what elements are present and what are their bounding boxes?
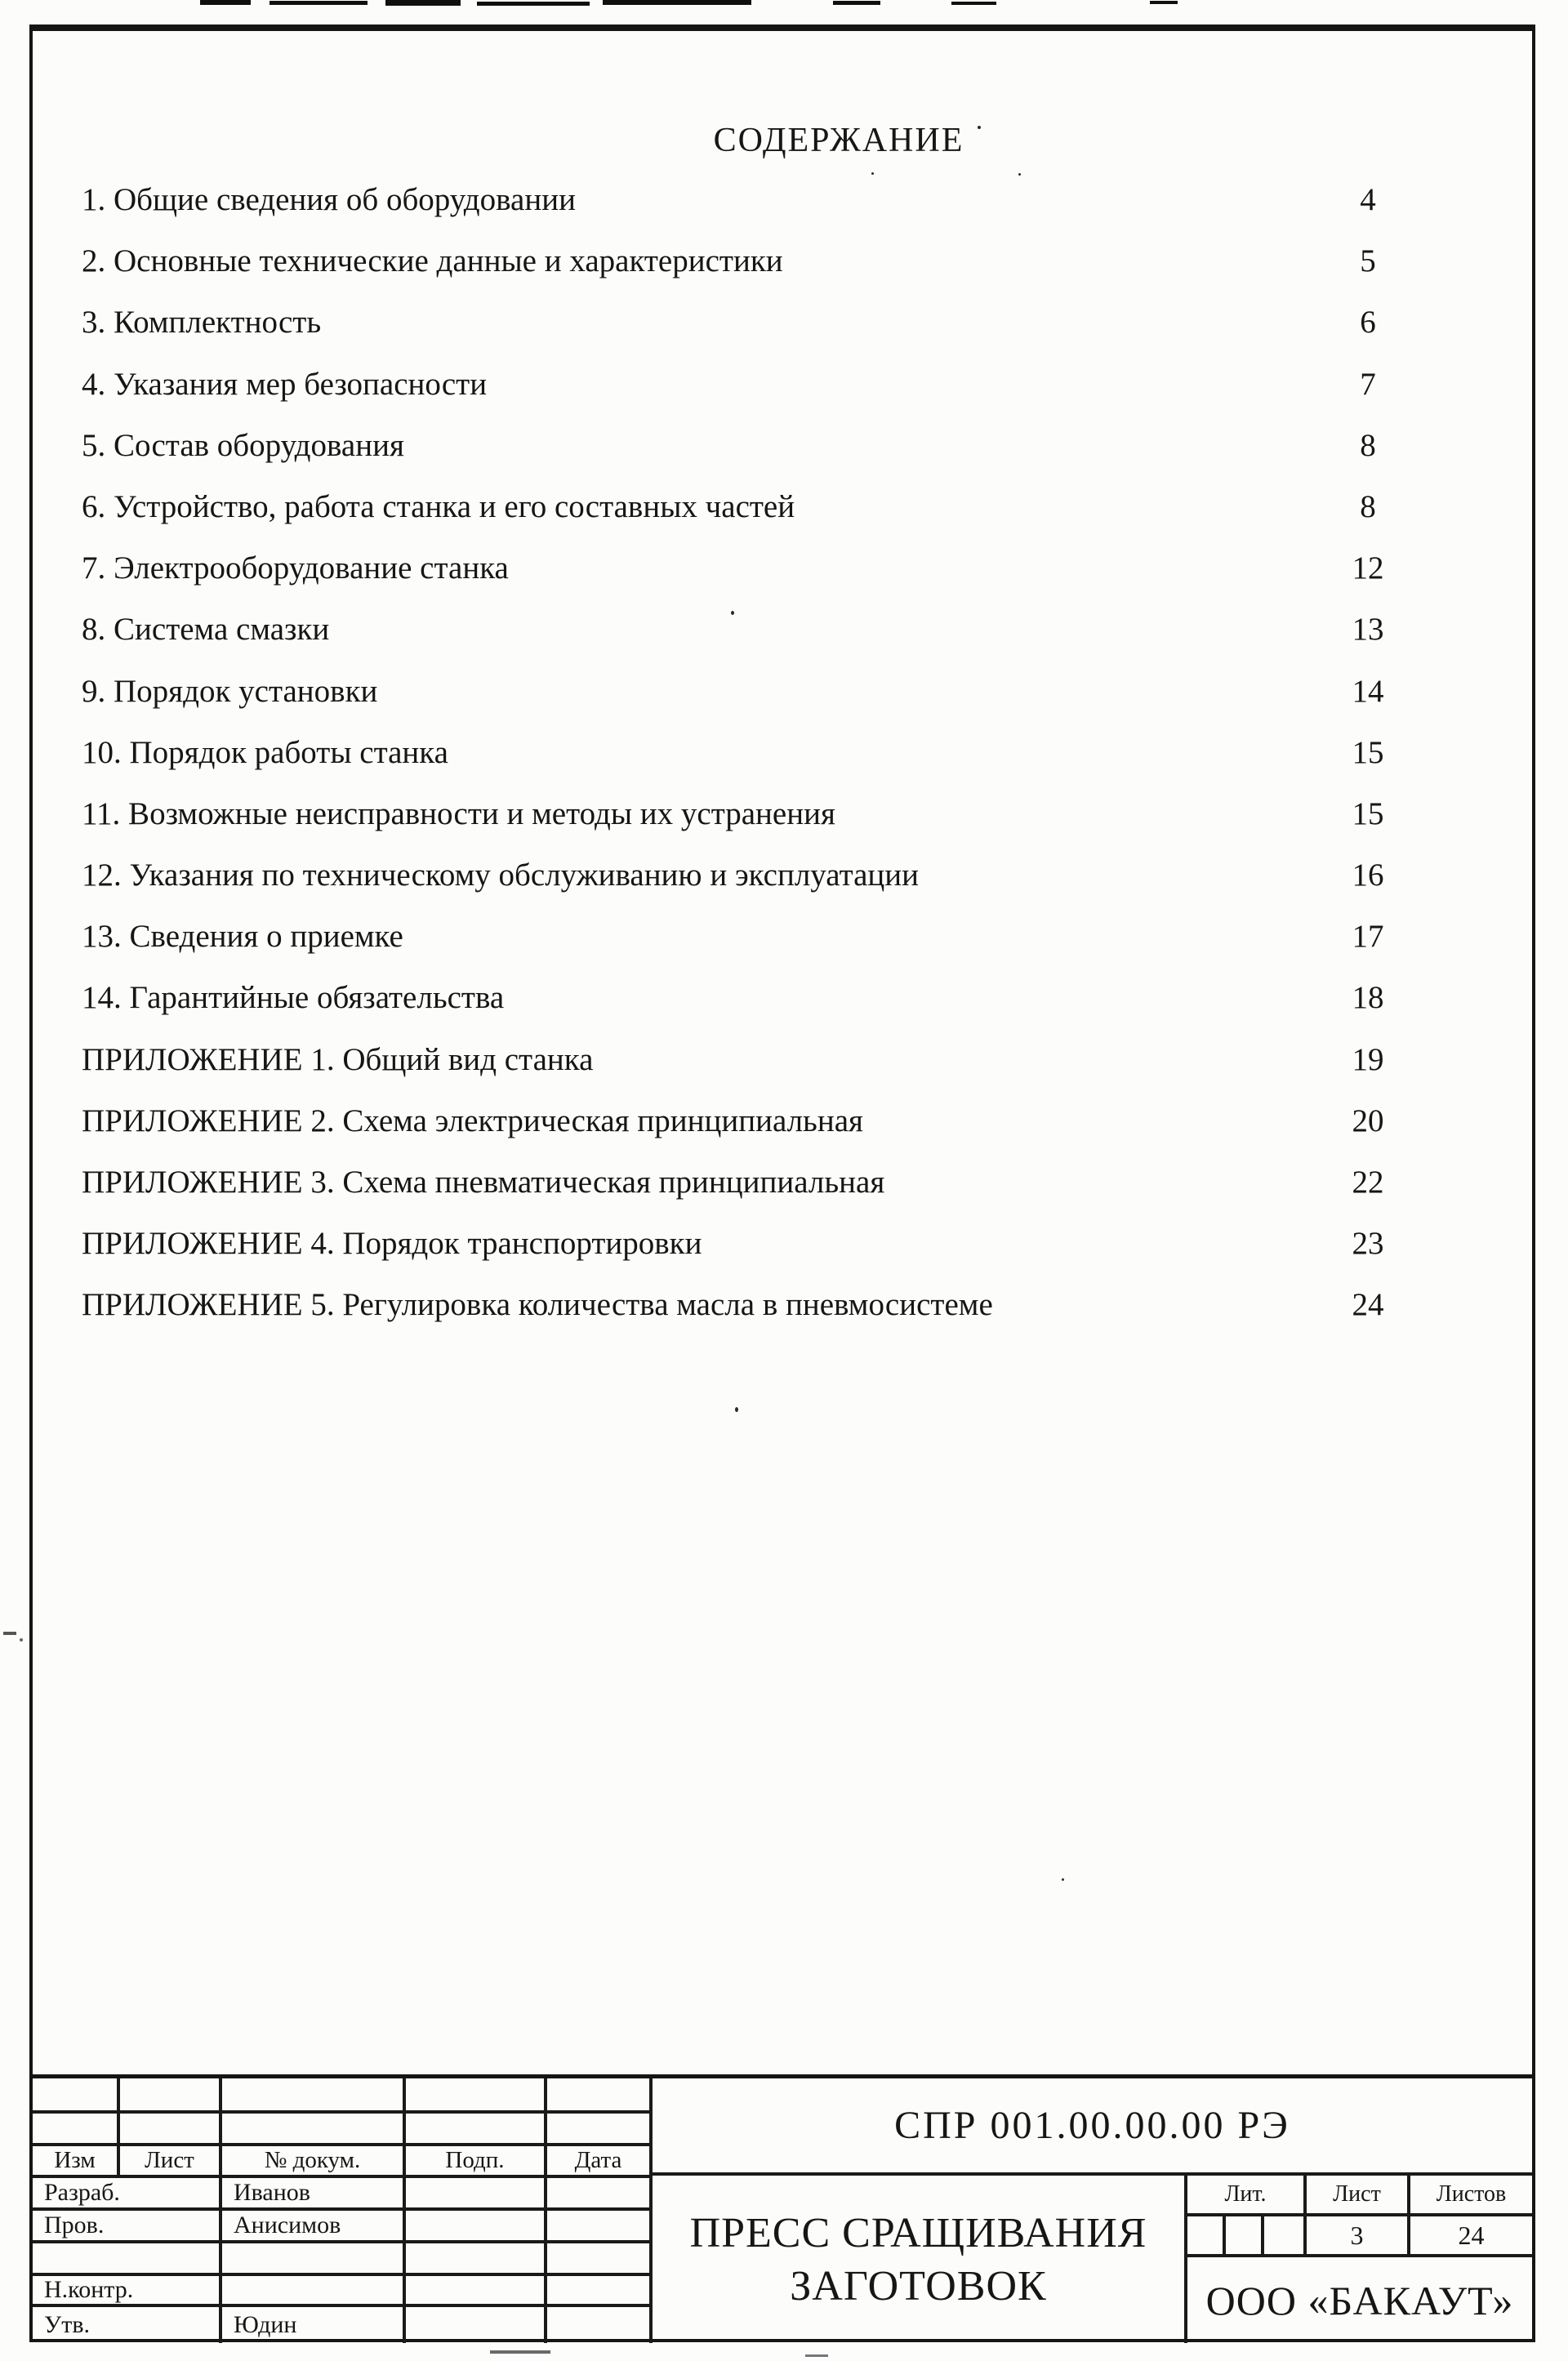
revision-header-dokum: № докум. [222, 2146, 406, 2178]
toc-item-page: 8 [1360, 488, 1376, 524]
toc-item-label: 8. Система смазки [82, 612, 330, 648]
lit-subcell [1226, 2216, 1264, 2254]
signature-sign-cell [406, 2178, 547, 2211]
lit-table [1184, 2176, 1532, 2257]
signature-role: Пров. [33, 2211, 222, 2243]
toc-row [82, 918, 1401, 979]
toc-row [82, 1041, 1401, 1103]
toc-item-label: ПРИЛОЖЕНИЕ 5. Регулировка количества масла в пневмосистеме [82, 1287, 993, 1323]
toc-item-label: 6. Устройство, работа станка и его составных частей [82, 488, 795, 524]
product-name [649, 2176, 1184, 2343]
signature-sign-cell [406, 2307, 547, 2343]
toc-item-page: 7 [1360, 366, 1376, 402]
signature-date-cell [547, 2243, 649, 2276]
toc-item-label: 5. Состав оборудования [82, 427, 404, 463]
toc-item-page: 24 [1352, 1287, 1384, 1323]
signature-date-cell [547, 2178, 649, 2211]
revision-table [33, 2078, 649, 2343]
toc-item-page: 15 [1352, 795, 1384, 831]
toc-item-page: 13 [1352, 612, 1384, 648]
toc-row [82, 979, 1401, 1040]
toc-item-page: 4 [1360, 182, 1376, 217]
signature-name [222, 2276, 406, 2307]
signature-date-cell [547, 2276, 649, 2307]
scan-artifact [270, 1, 368, 5]
toc-item-label: 13. Сведения о приемке [82, 919, 403, 955]
signature-name: Анисимов [222, 2211, 406, 2243]
signature-role: Утв. [33, 2307, 222, 2343]
toc-item-label: ПРИЛОЖЕНИЕ 1. Общий вид станка [82, 1041, 594, 1077]
toc-item-label: ПРИЛОЖЕНИЕ 3. Схема пневматическая принципиальная [82, 1165, 885, 1200]
scan-artifact [200, 0, 251, 5]
toc-item-page: 16 [1352, 858, 1384, 893]
scan-artifact [805, 2354, 828, 2357]
toc-item-page: 19 [1352, 1041, 1384, 1077]
toc-item-label: 2. Основные технические данные и характеристики [82, 243, 783, 279]
sheets-header: Листов [1410, 2176, 1532, 2216]
scan-artifact [3, 1632, 16, 1635]
signature-date-cell [547, 2307, 649, 2343]
lit-subcell [1264, 2216, 1303, 2254]
toc-item-label: 3. Комплектность [82, 305, 322, 341]
signature-sign-cell [406, 2211, 547, 2243]
toc-row [82, 673, 1401, 734]
toc-item-page: 17 [1352, 919, 1384, 955]
scan-artifact [951, 2, 996, 5]
revision-cell [222, 2114, 406, 2146]
toc-item-label: 7. Электрооборудование станка [82, 550, 509, 586]
signature-sign-cell [406, 2243, 547, 2276]
signature-sign-cell [406, 2276, 547, 2307]
toc-item-label: ПРИЛОЖЕНИЕ 2. Схема электрическая принципиальная [82, 1103, 863, 1138]
revision-cell [120, 2078, 222, 2114]
toc-item-label: 1. Общие сведения об оборудовании [82, 182, 576, 217]
document-code: СПР 001.00.00.00 РЭ [649, 2078, 1532, 2176]
toc-row [82, 1164, 1401, 1225]
revision-cell [547, 2078, 649, 2114]
sheets-value: 24 [1410, 2216, 1532, 2257]
toc-item-page: 8 [1360, 427, 1376, 463]
company-name: ООО «БАКАУТ» [1184, 2257, 1532, 2343]
signature-name: Иванов [222, 2178, 406, 2211]
toc-item-page: 14 [1352, 673, 1384, 709]
product-name-line2: ЗАГОТОВОК [790, 2262, 1047, 2310]
scan-artifact [833, 1, 880, 5]
toc-item-label: 4. Указания мер безопасности [82, 366, 488, 402]
toc-item-label: 11. Возможные неисправности и методы их устранения [82, 795, 835, 831]
revision-cell [406, 2078, 547, 2114]
toc-row [82, 488, 1401, 550]
toc-item-page: 12 [1352, 550, 1384, 586]
toc-row [82, 611, 1401, 672]
lit-subcells [1187, 2216, 1307, 2257]
scan-artifact [1150, 1, 1178, 4]
toc-item-label: 10. Порядок работы станка [82, 734, 448, 770]
page-title: СОДЕРЖАНИЕ [713, 122, 964, 159]
toc-list [82, 181, 1401, 1348]
toc-row [82, 550, 1401, 611]
lit-subcell [1187, 2216, 1226, 2254]
scan-artifact [490, 2350, 550, 2354]
toc-item-page: 23 [1352, 1226, 1384, 1262]
scan-artifact [477, 2, 590, 6]
revision-cell [222, 2078, 406, 2114]
revision-cell [33, 2114, 120, 2146]
product-name-line1: ПРЕСС СРАЩИВАНИЯ [689, 2209, 1147, 2256]
signature-role: Н.контр. [33, 2276, 222, 2307]
toc-row [82, 181, 1401, 243]
scan-speck [20, 1638, 23, 1642]
toc-row [82, 304, 1401, 365]
toc-item-page: 22 [1352, 1165, 1384, 1200]
toc-row [82, 857, 1401, 918]
scan-artifact [385, 0, 461, 6]
title-block [33, 2074, 1532, 2343]
revision-cell [406, 2114, 547, 2146]
revision-header-izm: Изм [33, 2146, 120, 2178]
toc-row [82, 1286, 1401, 1348]
revision-cell [120, 2114, 222, 2146]
toc-item-label: ПРИЛОЖЕНИЕ 4. Порядок транспортировки [82, 1226, 702, 1262]
sheet-header: Лист [1307, 2176, 1410, 2216]
toc-row [82, 795, 1401, 857]
scan-artifact [603, 0, 751, 5]
signature-role: Разраб. [33, 2178, 222, 2211]
toc-item-page: 15 [1352, 734, 1384, 770]
toc-item-page: 5 [1360, 243, 1376, 279]
toc-row [82, 1225, 1401, 1286]
toc-item-label: 14. Гарантийные обязательства [82, 980, 505, 1016]
signature-date-cell [547, 2211, 649, 2243]
lit-header: Лит. [1187, 2176, 1307, 2216]
toc-item-page: 6 [1360, 305, 1376, 341]
revision-header-podp: Подп. [406, 2146, 547, 2178]
toc-row [82, 243, 1401, 304]
revision-cell [33, 2078, 120, 2114]
revision-header-data: Дата [547, 2146, 649, 2178]
signature-role [33, 2243, 222, 2276]
toc-item-page: 20 [1352, 1103, 1384, 1138]
sheet-value: 3 [1307, 2216, 1410, 2257]
toc-row [82, 734, 1401, 795]
toc-row [82, 366, 1401, 427]
revision-header-list: Лист [120, 2146, 222, 2178]
signature-name: Юдин [222, 2307, 406, 2343]
toc-row [82, 1103, 1401, 1164]
toc-item-label: 9. Порядок установки [82, 673, 378, 709]
revision-cell [547, 2114, 649, 2146]
toc-row [82, 427, 1401, 488]
toc-item-label: 12. Указания по техническому обслуживанию и эксплуатации [82, 858, 920, 893]
toc-item-page: 18 [1352, 980, 1384, 1016]
signature-name [222, 2243, 406, 2276]
